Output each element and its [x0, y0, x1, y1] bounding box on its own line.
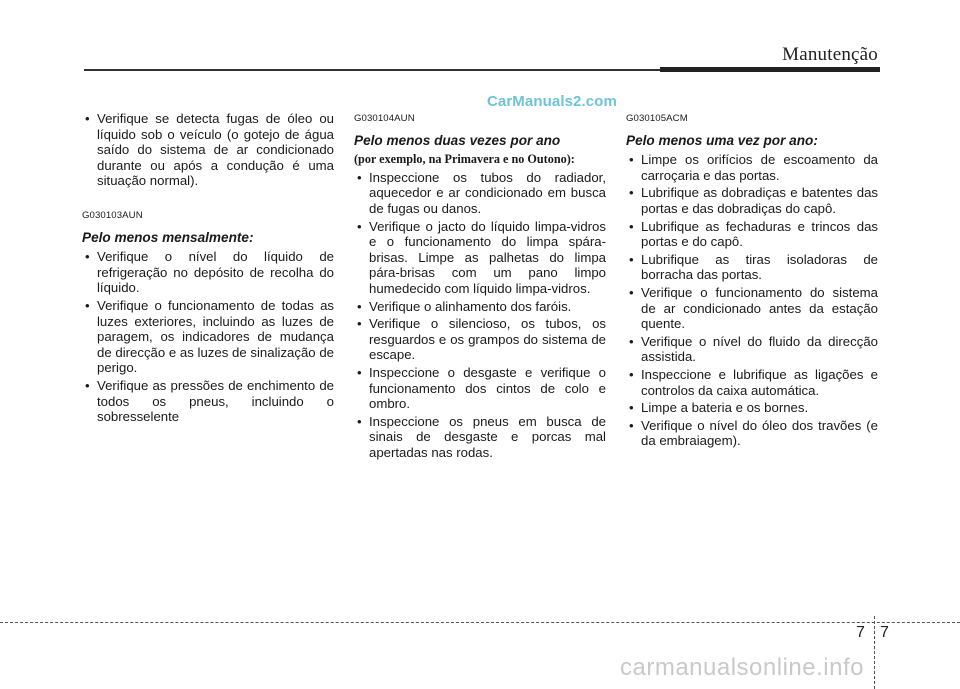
list-item: • Verifique o alinhamento dos faróis. [354, 299, 606, 315]
list-item: • Inspeccione o desgaste e verifique o funcionamento dos cintos de colo e ombro. [354, 365, 606, 412]
list-item: • Inspeccione os tubos do radiador, aquecedor e ar condicionado em busca de fugas ou danos. [354, 170, 606, 217]
section-code: G030105ACM [626, 113, 688, 124]
list-item: • Lubrifique as fechaduras e trincos das portas e do capô. [626, 219, 878, 250]
section-heading-monthly: Pelo menos mensalmente: [82, 229, 254, 245]
section-title: Manutenção [782, 44, 878, 65]
list-item: • Verifique o funcionamento de todas as luzes exteriores, incluindo as luzes de paragem, os indicadores de mudança de direcção e as luzes de sinalização de perigo. [82, 298, 334, 376]
yearly-list [626, 152, 878, 449]
column-3 [626, 111, 878, 451]
list-item: • Verifique o nível do líquido de refrigeração no depósito de recolha do líquido. [82, 249, 334, 296]
watermark-carmanualsonline: carmanualsonline.info [620, 654, 864, 681]
footer-rule [0, 622, 960, 623]
section-code: G030103AUN [82, 209, 143, 221]
list-item: • Verifique o jacto do líquido limpa-vidros e o funcionamento do limpa spára-brisas. Limpe as palhetas do limpa pára-brisas com um pano limpo humedecido com líquido limpa-vidros. [354, 219, 606, 297]
monthly-list [82, 249, 334, 425]
list-item: • Verifique o nível do fluido da direcção assistida. [626, 334, 878, 365]
column-2 [354, 111, 606, 462]
list-item: • Verifique o funcionamento do sistema de ar condicionado antes da estação quente. [626, 285, 878, 332]
twice-yearly-list [354, 170, 606, 461]
list-item: • Inspeccione os pneus em busca de sinais de desgaste e porcas mal apertadas nas rodas. [354, 414, 606, 461]
intro-list [82, 111, 334, 189]
section-heading-twice-yearly: Pelo menos duas vezes por ano [354, 132, 561, 148]
section-subheading: (por exemplo, na Primavera e no Outono): [354, 152, 575, 167]
watermark-carmanuals2: CarManuals2.com [487, 93, 617, 110]
section-code: G030104AUN [354, 113, 415, 124]
list-item: • Inspeccione e lubrifique as ligações e controlos da caixa automática. [626, 367, 878, 398]
page-number: 7 [880, 624, 889, 641]
list-item: • Verifique o nível do óleo dos travões (e da embraiagem). [626, 418, 878, 449]
section-heading-yearly: Pelo menos uma vez por ano: [626, 132, 818, 148]
list-item: • Verifique se detecta fugas de óleo ou líquido sob o veículo (o gotejo de água saído do sistema de ar condicionado durante ou após a condução é uma situação normal). [82, 111, 334, 189]
list-item: • Limpe os orifícios de escoamento da carroçaria e das portas. [626, 152, 878, 183]
footer-divider [874, 616, 875, 689]
list-item: • Limpe a bateria e os bornes. [626, 400, 878, 416]
list-item: • Verifique as pressões de enchimento de todos os pneus, incluindo o sobresselente [82, 378, 334, 425]
chapter-number: 7 [856, 624, 865, 641]
column-1 [82, 111, 334, 427]
list-item: • Lubrifique as dobradiças e batentes das portas e das dobradiças do capô. [626, 185, 878, 216]
list-item: • Lubrifique as tiras isoladoras de borracha das portas. [626, 252, 878, 283]
list-item: • Verifique o silencioso, os tubos, os resguardos e os grampos do sistema de escape. [354, 316, 606, 363]
header-rule-accent [660, 67, 880, 72]
